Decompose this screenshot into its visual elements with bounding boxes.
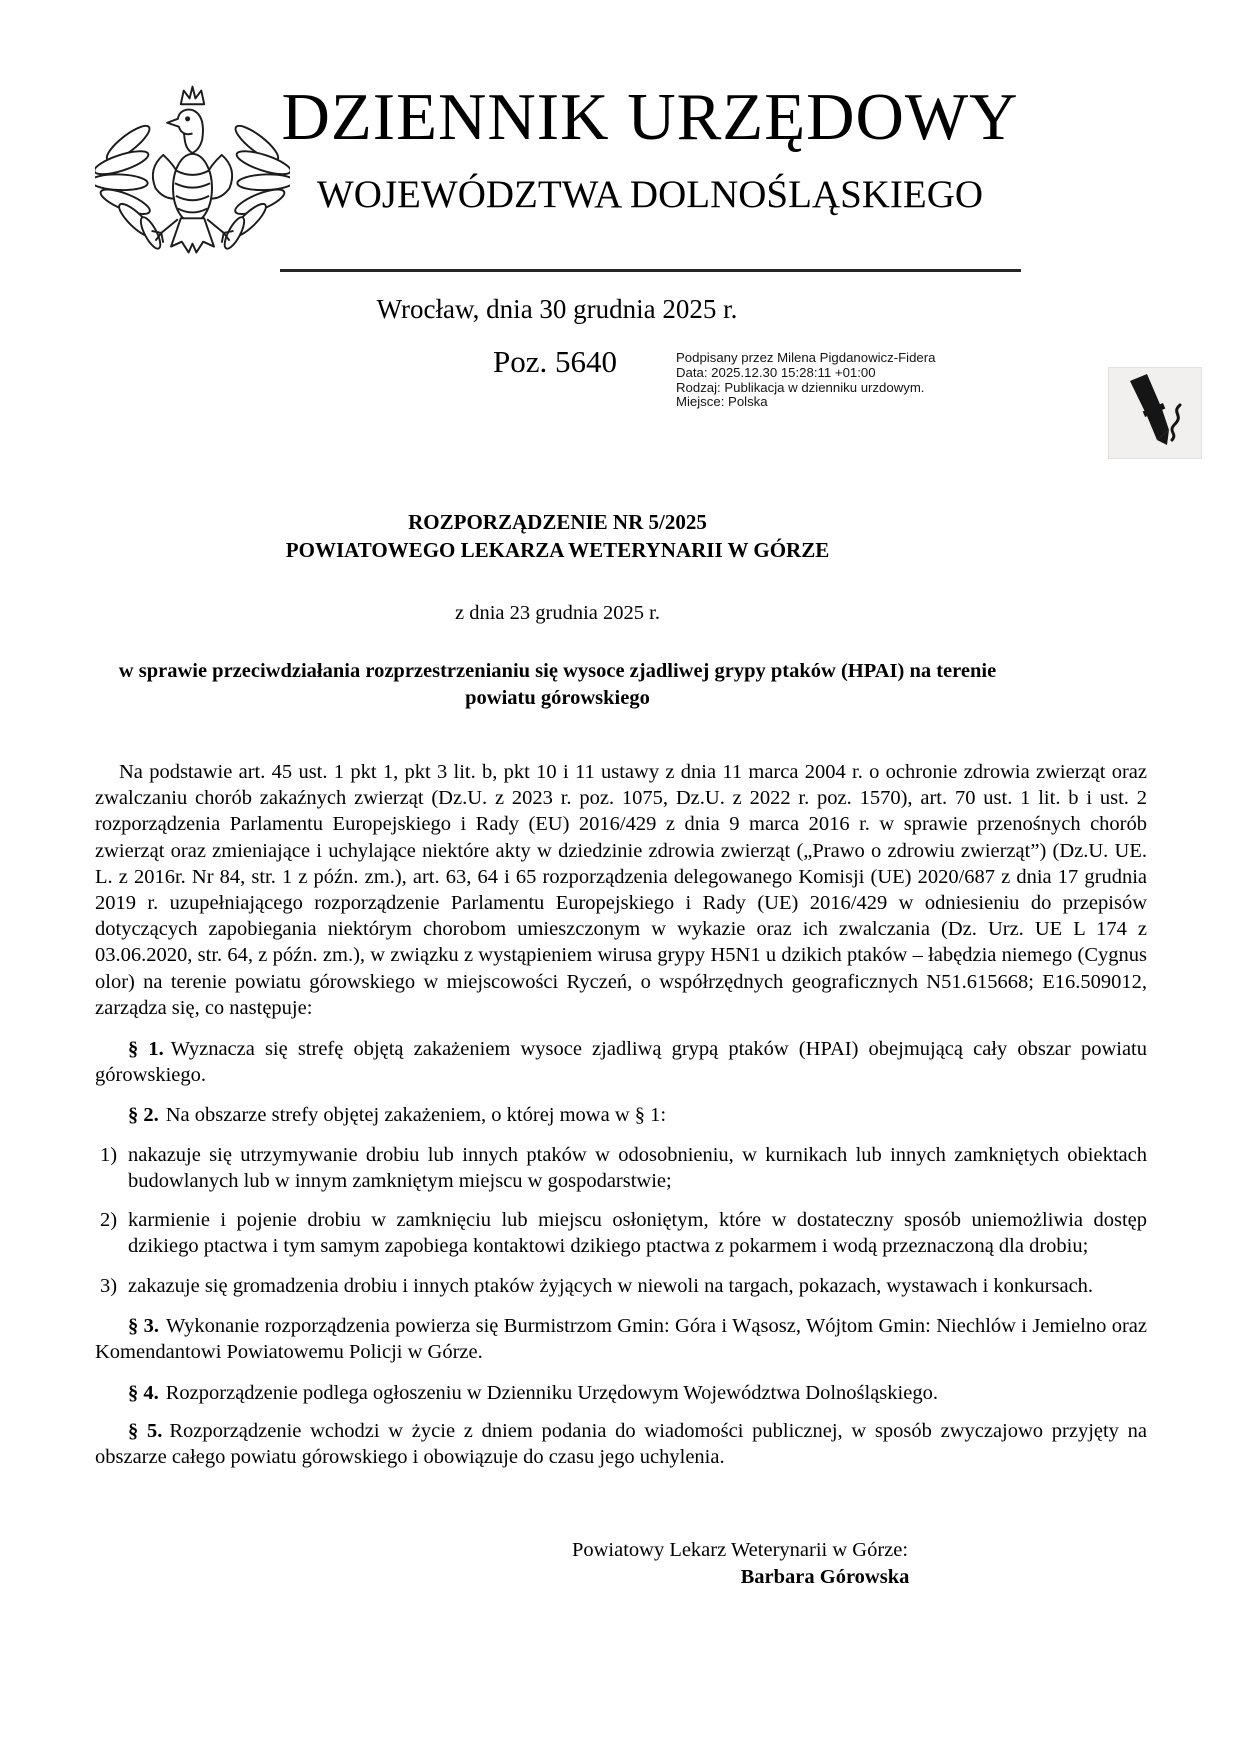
act-preamble: Na podstawie art. 45 ust. 1 pkt 1, pkt 3 lit. b, pkt 10 i 11 ustawy z dnia 11 marca 2004 r. o ochronie zdrowia zwierząt oraz zwalczaniu chorób zakaźnych zwierząt (Dz.U. z 2023 r. poz. 1075, Dz.U. z 2022 r. poz. 1570), art. 70 ust. 1 lit. b i ust. 2 rozporządzenia Parlamentu Europejskiego i Rady (EU) 2016/429 z dnia 9 marca 2016 r. w sprawie przenośnych chorób zwierząt oraz zmieniające i uchylające niektóre akty w dziedzinie zdrowia zwierząt („Prawo o zdrowiu zwierząt”) (Dz.U. UE. L. z 2016r. Nr 84, str. 1 z późn. zm.), art. 63, 64 i 65 rozporządzenia delegowanego Komisji (UE) 2020/687 z dnia 17 grudnia 2019 r. uzupełniającego rozporządzenie Parlamentu Europejskiego i Rady (UE) 2016/429 w odniesieniu do przepisów dotyczących zapobiegania niektórym chorobom umieszczonym w wykazie oraz ich zwalczania (Dz. Urz. UE L 174 z 03.06.2020, str. 64, z późn. zm.), w związku z wystąpieniem wirusa grypy H5N1 u dzikich ptaków – łabędzia niemego (Cygnus olor) na terenie powiatu górowskiego w miejscowości Ryczeń, o współrzędnych geograficznych N51.615668; E16.509012, zarządza się, co następuje: bbox=[95, 761, 1147, 1019]
section-5 bbox=[95, 1418, 1147, 1470]
act-subject: w sprawie przeciwdziałania rozprzestrzenianiu się wysoce zjadliwej grypy ptaków (HPAI) na terenie powiatu górowskiego bbox=[118, 660, 997, 709]
section-4-text: Rozporządzenie podlega ogłoszeniu w Dzienniku Urzędowym Województwa Dolnośląskiego. bbox=[165, 1382, 938, 1405]
section-2 bbox=[95, 1102, 1147, 1128]
signoff-name: Barbara Górowska bbox=[740, 1565, 910, 1588]
position-number: Poz. 5640 bbox=[493, 344, 617, 379]
section-2-text: Na obszarze strefy objętej zakażeniem, o której mowa w § 1: bbox=[165, 1104, 667, 1127]
section-3-marker: § 3. bbox=[128, 1314, 159, 1337]
list-item-3-text: zakazuje się gromadzenia drobiu i innych ptaków żyjących w niewoli na targach, pokazach, wystawach i konkursach. bbox=[128, 1275, 1094, 1298]
section-4-marker: § 4. bbox=[128, 1382, 159, 1405]
signature-type: Rodzaj: Publikacja w dzienniku urzdowym. bbox=[676, 379, 925, 395]
signature-place: Miejsce: Polska bbox=[676, 394, 768, 410]
section-1 bbox=[95, 1036, 1147, 1088]
list-item-2-text: karmienie i pojenie drobiu w zamknięciu lub miejscu osłoniętym, które w dostateczny sposób uniemożliwia dostęp dzikiego ptactwa i tym samym zapobiega kontaktowi dzikiego ptactwa z pokarmem i wodą przeznaczoną dla drobiu; bbox=[128, 1209, 1147, 1258]
section-1-marker: § 1. bbox=[128, 1038, 164, 1061]
signature-signed-by: Podpisany przez Milena Pigdanowicz-Fidera bbox=[676, 350, 936, 365]
polish-eagle-emblem bbox=[95, 78, 290, 265]
section-1-text: Wyznacza się strefę objętą zakażeniem wysoce zjadliwą grypą ptaków (HPAI) obejmującą cały obszar powiatu górowskiego. bbox=[95, 1038, 1147, 1087]
section-3-text: Wykonanie rozporządzenia powierza się Burmistrzom Gmin: Góra i Wąsosz, Wójtom Gmin: Niechlów i Jemielno oraz Komendantowi Powiatowemu Policji w Górze. bbox=[95, 1314, 1147, 1363]
masthead-rule bbox=[280, 269, 1021, 272]
act-title-line1: ROZPORZĄDZENIE NR 5/2025 bbox=[408, 510, 707, 534]
masthead bbox=[280, 80, 1020, 216]
dateline: Wrocław, dnia 30 grudnia 2025 r. bbox=[376, 294, 738, 324]
list-item-3 bbox=[95, 1273, 1147, 1299]
section-5-text: Rozporządzenie wchodzi w życie z dniem podania do wiadomości publicznej, w sposób zwyczajowo przyjęty na obszarze całego powiatu górowskiego i obowiązuje do czasu jego uchylenia. bbox=[95, 1420, 1148, 1469]
list-item-1-marker: 1) bbox=[100, 1143, 118, 1166]
signoff-block bbox=[95, 1537, 1147, 1591]
list-item-2-marker: 2) bbox=[100, 1209, 118, 1232]
section-3 bbox=[95, 1313, 1147, 1365]
act-title-line2: POWIATOWEGO LEKARZA WETERYNARII W GÓRZE bbox=[285, 538, 830, 562]
list-item-1 bbox=[95, 1142, 1147, 1194]
list-item-2 bbox=[95, 1207, 1147, 1259]
act-body bbox=[95, 508, 1147, 1591]
fountain-pen-icon bbox=[1108, 367, 1202, 459]
signature-date: Data: 2025.12.30 15:28:11 +01:00 bbox=[676, 364, 876, 380]
act-date: z dnia 23 grudnia 2025 r. bbox=[455, 602, 660, 624]
signoff-role: Powiatowy Lekarz Weterynarii w Górze: bbox=[571, 1538, 909, 1561]
journal-title: DZIENNIK URZĘDOWY bbox=[281, 80, 1019, 154]
list-item-3-marker: 3) bbox=[100, 1275, 118, 1298]
journal-subtitle: WOJEWÓDZTWA DOLNOŚLĄSKIEGO bbox=[316, 173, 984, 216]
section-2-marker: § 2. bbox=[128, 1104, 159, 1127]
section-5-marker: § 5. bbox=[128, 1420, 163, 1443]
list-item-1-text: nakazuje się utrzymywanie drobiu lub innych ptaków w odosobnieniu, w kurnikach lub innych zamkniętych obiektach budowlanych lub w innym zamkniętym miejscu w gospodarstwie; bbox=[128, 1143, 1147, 1192]
section-4 bbox=[95, 1380, 1147, 1406]
signature-stamp bbox=[676, 351, 988, 410]
